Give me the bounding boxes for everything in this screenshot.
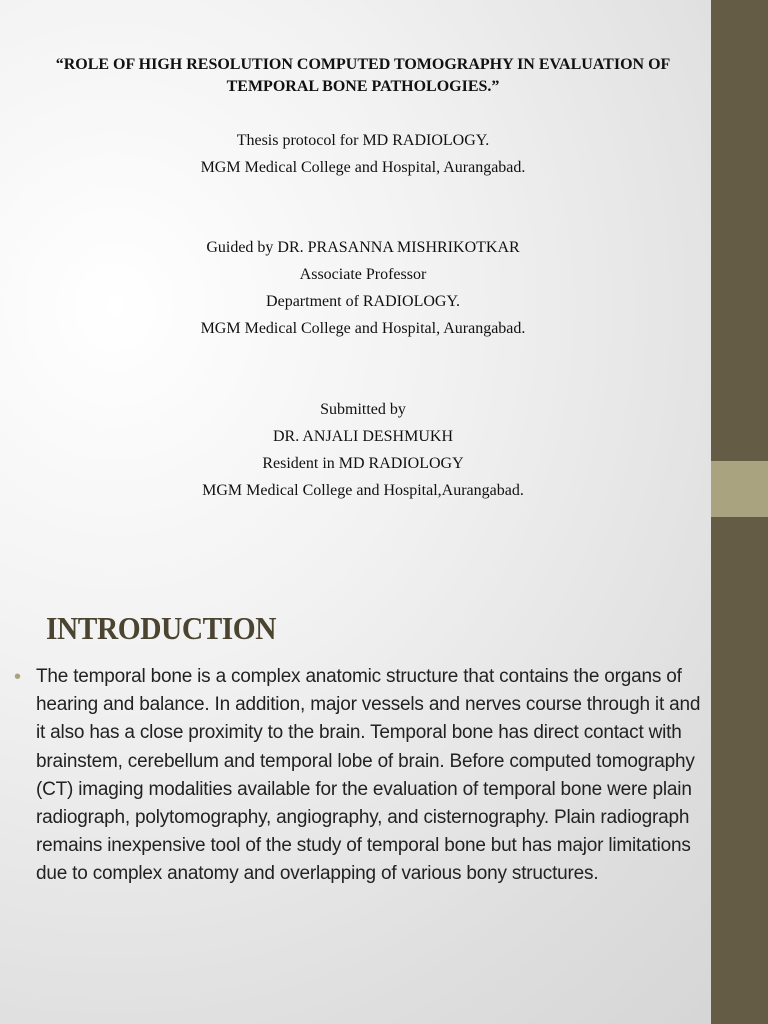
submitted-line: Resident in MD RADIOLOGY: [262, 455, 464, 472]
protocol-line: Thesis protocol for MD RADIOLOGY.: [236, 132, 490, 149]
guide-line: Associate Professor: [299, 266, 427, 283]
submitted-block: [20, 396, 706, 504]
guide-line: Guided by DR. PRASANNA MISHRIKOTKAR: [206, 239, 520, 256]
submitted-line: DR. ANJALI DESHMUKH: [272, 428, 453, 445]
bullet-icon: •: [14, 666, 22, 688]
guide-block: [20, 234, 706, 342]
sidebar-accent-block: [711, 461, 768, 517]
protocol-block: [20, 127, 706, 181]
submitted-line: Submitted by: [320, 401, 406, 418]
thesis-title: “ROLE OF HIGH RESOLUTION COMPUTED TOMOGRAPHY IN EVALUATION OF TEMPORAL BONE PATHOLOGIES.”: [55, 56, 671, 95]
guide-line: Department of RADIOLOGY.: [266, 293, 460, 310]
guide-line: MGM Medical College and Hospital, Aurangabad.: [200, 320, 526, 337]
introduction-heading: INTRODUCTION: [46, 610, 277, 646]
submitted-line: MGM Medical College and Hospital,Aurangabad.: [202, 482, 524, 499]
protocol-line: MGM Medical College and Hospital, Aurangabad.: [200, 159, 526, 176]
introduction-paragraph: The temporal bone is a complex anatomic structure that contains the organs of hearing and balance. In addition, major vessels and nerves course through it and it also has a close proximity to the brain. Temporal bone has direct contact with brainstem, cerebellum and temporal lobe of brain. Before computed tomography (CT) imaging modalities available for the evaluation of temporal bone were plain radiograph, polytomography, angiography, and cisternography. Plain radiograph remains inexpensive tool of the study of temporal bone but has major limitations due to complex anatomy and overlapping of various bony structures.: [36, 666, 701, 885]
